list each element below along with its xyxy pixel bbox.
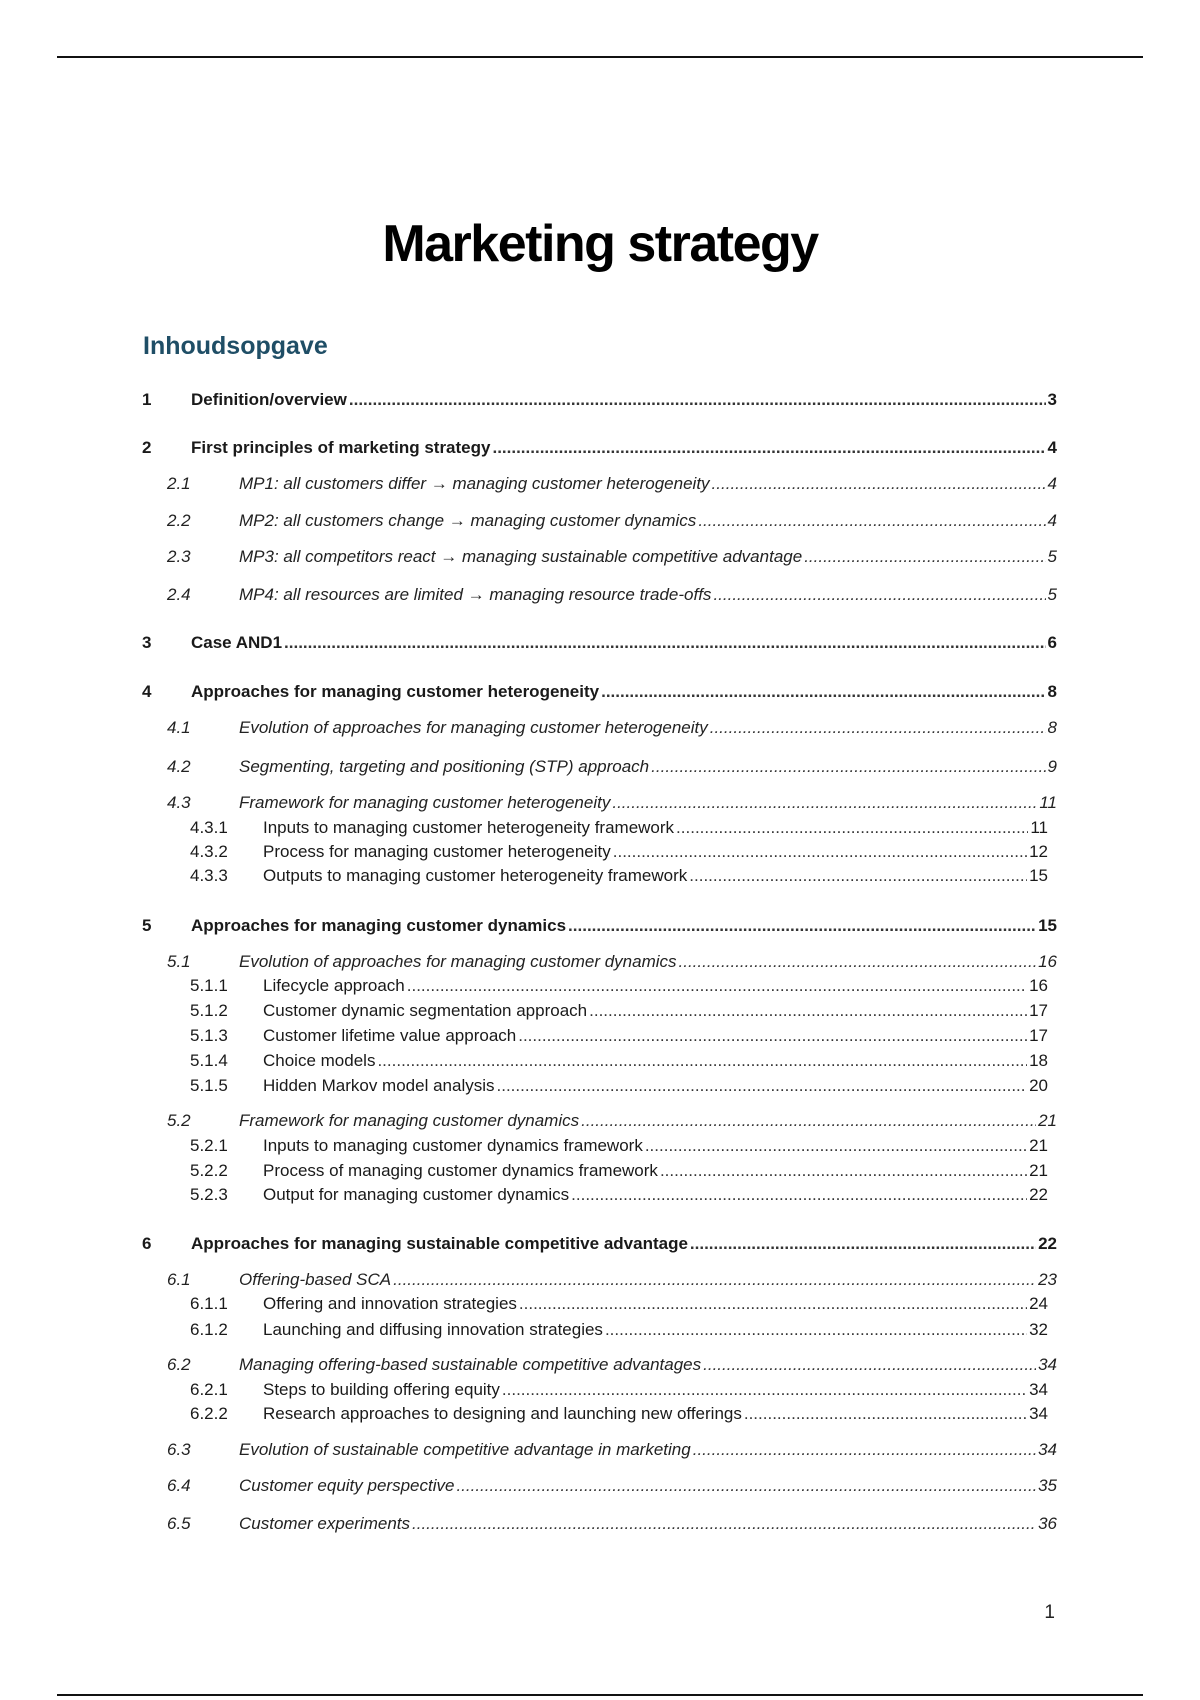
toc-entry-text: Research approaches to designing and launching new offerings (263, 1404, 742, 1423)
toc-entry-1[interactable] (140, 390, 1057, 414)
toc-leader-dots (492, 438, 1045, 458)
toc-entry-page: 12 (1029, 842, 1048, 861)
toc-entry-text: Offering-based SCA (239, 1270, 392, 1289)
toc-entry-page: 5 (1047, 585, 1057, 604)
toc-leader-dots (698, 511, 1045, 531)
toc-entry-2-3[interactable] (140, 547, 1057, 571)
toc-entry-3[interactable] (140, 633, 1057, 657)
toc-leader-dots (502, 1380, 1027, 1400)
toc-leader-dots (679, 952, 1037, 972)
footer-rule (57, 1694, 1143, 1696)
toc-entry-page: 18 (1029, 1051, 1048, 1070)
toc-entry-number: 4 (142, 682, 152, 701)
toc-entry-page: 11 (1030, 818, 1048, 837)
toc-entry-page: 23 (1038, 1270, 1057, 1289)
toc-entry-page: 20 (1029, 1076, 1048, 1095)
toc-entry-text: Choice models (263, 1051, 376, 1070)
toc-entry-2-2[interactable] (140, 511, 1057, 535)
toc-leader-dots (804, 547, 1045, 567)
toc-entry-page: 34 (1029, 1404, 1048, 1423)
toc-entry-page: 34 (1038, 1440, 1057, 1459)
toc-entry-number: 5.2.3 (190, 1185, 228, 1204)
toc-leader-dots (568, 916, 1036, 936)
toc-leader-dots (690, 1234, 1036, 1254)
toc-entry-6-4[interactable] (140, 1476, 1057, 1500)
toc-entry-page: 36 (1038, 1514, 1057, 1533)
toc-entry-page: 3 (1047, 390, 1057, 409)
toc-entry-text: Offering and innovation strategies (263, 1294, 517, 1313)
toc-entry-page: 15 (1038, 916, 1057, 935)
toc-entry-page: 17 (1029, 1026, 1048, 1045)
toc-entry-page: 4 (1047, 474, 1057, 493)
toc-entry-text: Customer dynamic segmentation approach (263, 1001, 588, 1020)
toc-entry-number: 6 (142, 1234, 152, 1253)
toc-entry-5-2-3[interactable] (140, 1185, 1048, 1209)
toc-leader-dots (284, 633, 1046, 653)
toc-entry-2-1[interactable] (140, 474, 1057, 498)
toc-entry-page: 32 (1029, 1320, 1048, 1339)
toc-entry-number: 5.1.5 (190, 1076, 228, 1095)
toc-entry-number: 5.1.2 (190, 1001, 228, 1020)
toc-entry-5-1-4[interactable] (140, 1051, 1048, 1075)
toc-entry-text: Process for managing customer heterogeneity (263, 842, 611, 861)
toc-entry-5-1-3[interactable] (140, 1026, 1048, 1050)
toc-entry-4-3-2[interactable] (140, 842, 1048, 866)
toc-entry-6-2[interactable] (140, 1355, 1057, 1379)
toc-entry-number: 2 (142, 438, 152, 457)
toc-entry-6-5[interactable] (140, 1514, 1057, 1538)
toc-heading: Inhoudsopgave (143, 332, 328, 360)
toc-entry-5-1-2[interactable] (140, 1001, 1048, 1025)
toc-entry-number: 4.3.3 (190, 866, 228, 885)
toc-entry-text: Inputs to managing customer dynamics framework (263, 1136, 643, 1155)
toc-entry-text: First principles of marketing strategy (191, 438, 491, 457)
toc-entry-text: Steps to building offering equity (263, 1380, 500, 1399)
toc-entry-page: 35 (1038, 1476, 1057, 1495)
toc-entry-number: 6.1.2 (190, 1320, 228, 1339)
toc-entry-number: 2.1 (167, 474, 191, 493)
header-rule (57, 56, 1143, 58)
toc-entry-6-2-1[interactable] (140, 1380, 1048, 1404)
toc-entry-text: Definition/overview (191, 390, 347, 409)
toc-leader-dots (581, 1111, 1036, 1131)
toc-entry-text: Launching and diffusing innovation strategies (263, 1320, 603, 1339)
toc-entry-page: 5 (1047, 547, 1057, 566)
toc-entry-page: 4 (1047, 511, 1057, 530)
toc-leader-dots (518, 1026, 1027, 1046)
toc-entry-text: Evolution of approaches for managing customer heterogeneity (239, 718, 708, 737)
toc-entry-number: 6.2.2 (190, 1404, 228, 1423)
toc-entry-text: MP1: all customers differ → managing customer heterogeneity (239, 474, 710, 493)
toc-entry-5[interactable] (140, 916, 1057, 940)
toc-entry-number: 6.4 (167, 1476, 191, 1495)
toc-entry-number: 5 (142, 916, 152, 935)
toc-leader-dots (393, 1270, 1036, 1290)
toc-leader-dots (519, 1294, 1027, 1314)
toc-leader-dots (377, 1051, 1027, 1071)
toc-leader-dots (712, 474, 1046, 494)
page-number: 1 (1044, 1602, 1055, 1623)
toc-entry-text: Outputs to managing customer heterogeneity framework (263, 866, 688, 885)
toc-entry-text: Inputs to managing customer heterogeneity framework (263, 818, 675, 837)
toc-entry-text: Process of managing customer dynamics framework (263, 1161, 658, 1180)
toc-leader-dots (612, 793, 1037, 813)
toc-entry-5-2-2[interactable] (140, 1161, 1048, 1185)
toc-entry-6-3[interactable] (140, 1440, 1057, 1464)
toc-leader-dots (703, 1355, 1036, 1375)
toc-entry-text: Evolution of approaches for managing customer dynamics (239, 952, 677, 971)
toc-entry-number: 4.1 (167, 718, 191, 737)
toc-entry-number: 2.3 (167, 547, 191, 566)
toc-entry-text: Lifecycle approach (263, 976, 405, 995)
toc-entry-page: 11 (1039, 793, 1057, 812)
toc-entry-text: Hidden Markov model analysis (263, 1076, 495, 1095)
toc-entry-text: Approaches for managing sustainable competitive advantage (191, 1234, 688, 1253)
toc-entry-page: 8 (1047, 682, 1057, 701)
toc-entry-number: 6.3 (167, 1440, 191, 1459)
toc-entry-number: 4.3.2 (190, 842, 228, 861)
toc-leader-dots (651, 757, 1045, 777)
toc-leader-dots (645, 1136, 1027, 1156)
toc-entry-number: 4.3.1 (190, 818, 228, 837)
toc-entry-5-2-1[interactable] (140, 1136, 1048, 1160)
toc-leader-dots (613, 842, 1027, 862)
toc-entry-page: 21 (1029, 1136, 1048, 1155)
toc-entry-number: 5.1.4 (190, 1051, 228, 1070)
toc-leader-dots (412, 1514, 1036, 1534)
toc-entry-6[interactable] (140, 1234, 1057, 1258)
toc-entry-text: Customer equity perspective (239, 1476, 455, 1495)
toc-leader-dots (676, 818, 1028, 838)
toc-entry-2-4[interactable] (140, 585, 1057, 609)
toc-entry-page: 24 (1029, 1294, 1048, 1313)
toc-leader-dots (660, 1161, 1027, 1181)
toc-entry-page: 4 (1047, 438, 1057, 457)
toc-entry-number: 6.2.1 (190, 1380, 228, 1399)
toc-entry-page: 8 (1047, 718, 1057, 737)
toc-entry-text: Segmenting, targeting and positioning (STP) approach (239, 757, 650, 776)
toc-entry-6-1[interactable] (140, 1270, 1057, 1294)
toc-entry-text: Framework for managing customer dynamics (239, 1111, 580, 1130)
toc-entry-text: Customer experiments (239, 1514, 411, 1533)
toc-entry-text: MP2: all customers change → managing customer dynamics (239, 511, 697, 530)
toc-entry-number: 5.1.3 (190, 1026, 228, 1045)
toc-entry-text: Customer lifetime value approach (263, 1026, 517, 1045)
toc-leader-dots (605, 1320, 1027, 1340)
toc-leader-dots (713, 585, 1045, 605)
toc-entry-text: Case AND1 (191, 633, 283, 652)
toc-leader-dots (693, 1440, 1036, 1460)
toc-entry-text: Approaches for managing customer heterogeneity (191, 682, 600, 701)
toc-entry-6-2-2[interactable] (140, 1404, 1048, 1428)
toc-leader-dots (497, 1076, 1028, 1096)
toc-entry-page: 16 (1029, 976, 1048, 995)
toc-leader-dots (689, 866, 1027, 886)
toc-entry-5-1[interactable] (140, 952, 1057, 976)
toc-entry-number: 5.1 (167, 952, 191, 971)
toc-entry-page: 15 (1029, 866, 1048, 885)
document-title: Marketing strategy (382, 215, 818, 273)
toc-leader-dots (601, 682, 1045, 702)
toc-entry-number: 4.2 (167, 757, 191, 776)
toc-entry-text: Evolution of sustainable competitive advantage in marketing (239, 1440, 691, 1459)
toc-entry-page: 34 (1038, 1355, 1057, 1374)
toc-entry-page: 9 (1047, 757, 1057, 776)
toc-entry-number: 5.2.2 (190, 1161, 228, 1180)
toc-entry-number: 1 (142, 390, 152, 409)
toc-entry-number: 6.2 (167, 1355, 191, 1374)
toc-entry-2[interactable] (140, 438, 1057, 462)
toc-entry-6-1-1[interactable] (140, 1294, 1048, 1318)
toc-entry-text: Output for managing customer dynamics (263, 1185, 570, 1204)
toc-entry-5-2[interactable] (140, 1111, 1057, 1135)
toc-entry-number: 5.2.1 (190, 1136, 228, 1155)
toc-entry-4-3[interactable] (140, 793, 1057, 817)
toc-leader-dots (589, 1001, 1027, 1021)
toc-entry-number: 5.2 (167, 1111, 191, 1130)
toc-entry-page: 6 (1047, 633, 1057, 652)
toc-entry-text: MP3: all competitors react → managing sustainable competitive advantage (239, 547, 803, 566)
toc-entry-number: 6.5 (167, 1514, 191, 1533)
toc-leader-dots (456, 1476, 1036, 1496)
toc-entry-6-1-2[interactable] (140, 1320, 1048, 1344)
toc-entry-4-3-1[interactable] (140, 818, 1048, 842)
toc-entry-number: 6.1 (167, 1270, 191, 1289)
toc-entry-page: 22 (1038, 1234, 1057, 1253)
toc-leader-dots (744, 1404, 1027, 1424)
toc-entry-5-1-1[interactable] (140, 976, 1048, 1000)
toc-leader-dots (571, 1185, 1027, 1205)
toc-entry-page: 17 (1029, 1001, 1048, 1020)
toc-entry-text: MP4: all resources are limited → managing resource trade-offs (239, 585, 712, 604)
toc-entry-page: 22 (1029, 1185, 1048, 1204)
toc-entry-4-3-3[interactable] (140, 866, 1048, 890)
toc-entry-number: 2.2 (167, 511, 191, 530)
toc-entry-page: 21 (1038, 1111, 1057, 1130)
toc-entry-number: 4.3 (167, 793, 191, 812)
toc-entry-4[interactable] (140, 682, 1057, 706)
toc-entry-number: 2.4 (167, 585, 191, 604)
toc-entry-number: 3 (142, 633, 152, 652)
toc-entry-4-1[interactable] (140, 718, 1057, 742)
toc-leader-dots (407, 976, 1027, 996)
toc-entry-text: Approaches for managing customer dynamics (191, 916, 567, 935)
toc-entry-text: Framework for managing customer heterogeneity (239, 793, 611, 812)
toc-leader-dots (349, 390, 1046, 410)
toc-entry-page: 16 (1038, 952, 1057, 971)
toc-entry-number: 6.1.1 (190, 1294, 228, 1313)
toc-entry-5-1-5[interactable] (140, 1076, 1048, 1100)
toc-entry-text: Managing offering-based sustainable competitive advantages (239, 1355, 702, 1374)
toc-entry-page: 21 (1029, 1161, 1048, 1180)
toc-entry-page: 34 (1029, 1380, 1048, 1399)
toc-leader-dots (710, 718, 1046, 738)
toc-entry-4-2[interactable] (140, 757, 1057, 781)
toc-entry-number: 5.1.1 (190, 976, 228, 995)
